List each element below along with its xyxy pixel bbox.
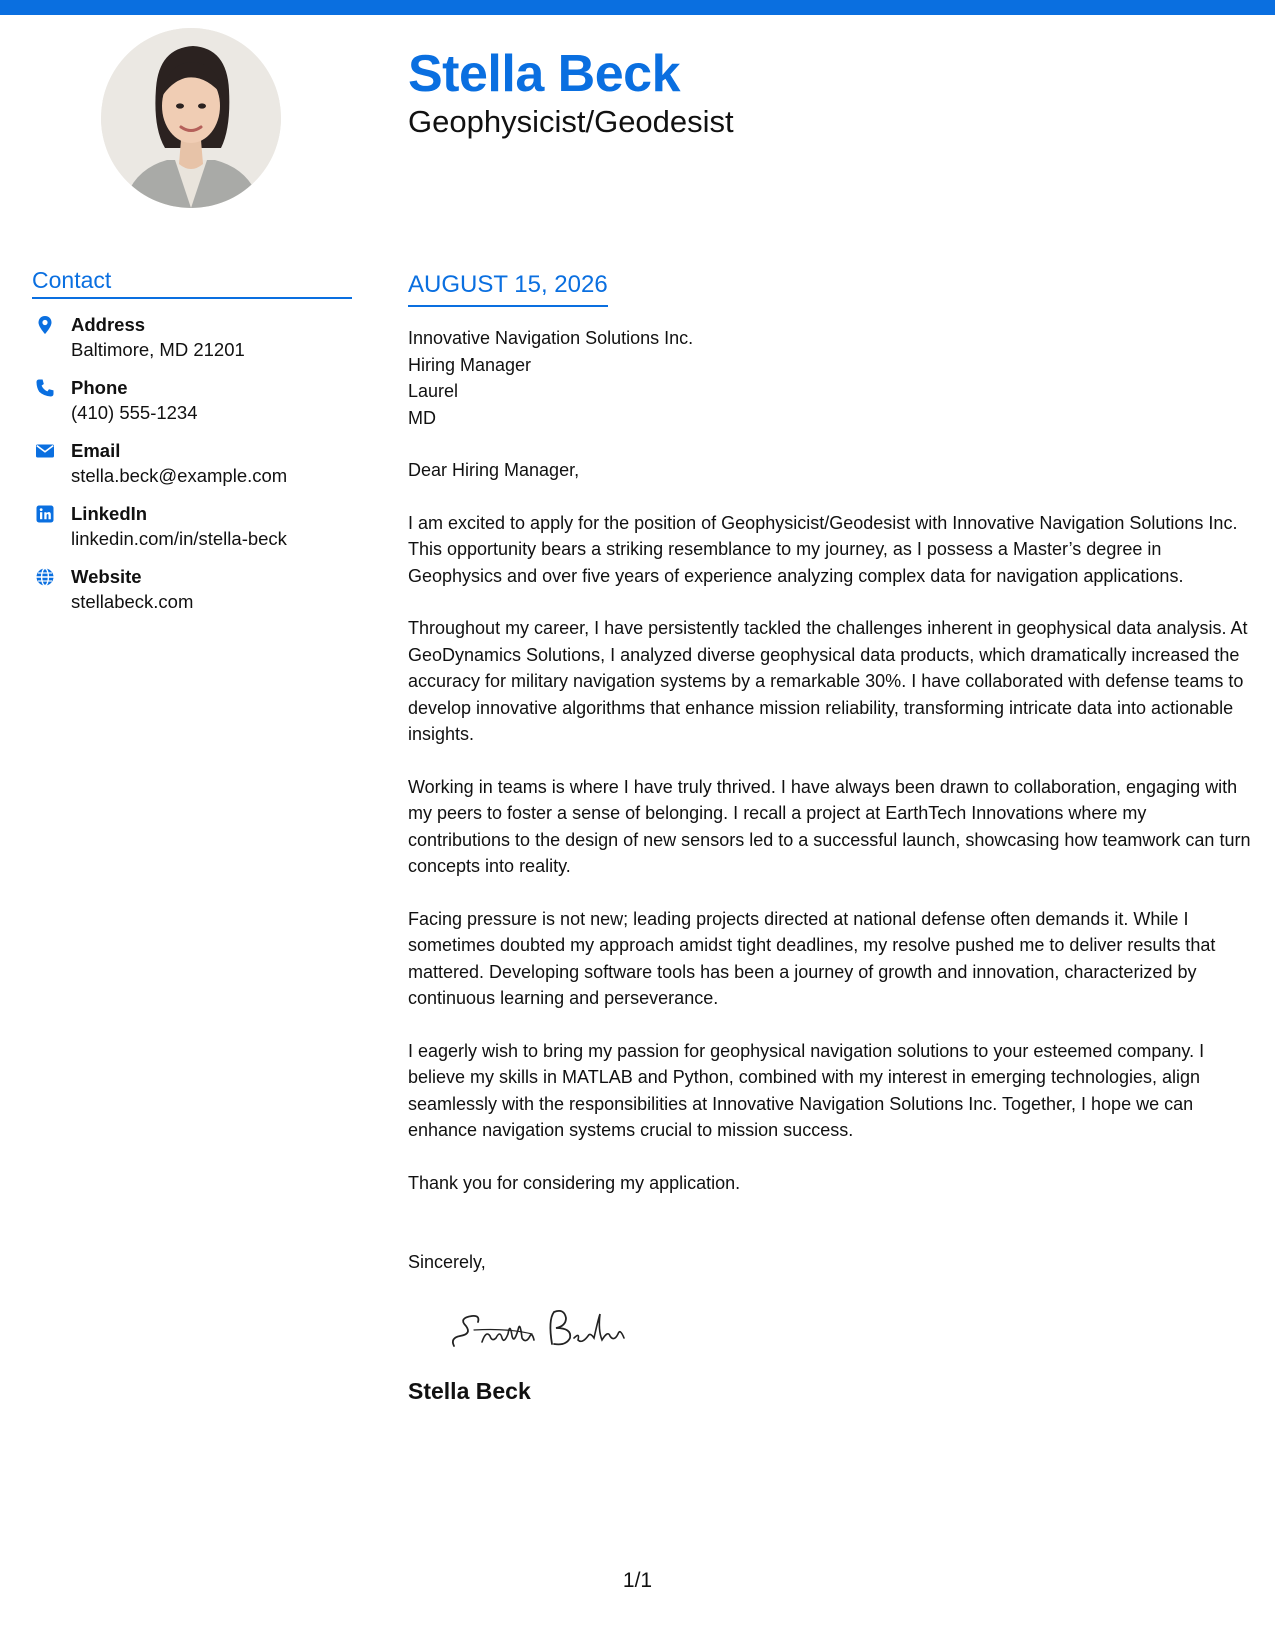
contact-label: Address [71, 314, 146, 335]
recipient-company: Innovative Navigation Solutions Inc. [408, 328, 694, 348]
recipient-state: MD [408, 407, 436, 428]
contact-item-address [32, 313, 352, 364]
linkedin-icon [35, 504, 55, 524]
closing: Sincerely, [408, 1252, 486, 1272]
top-accent-bar [0, 0, 1275, 15]
contact-label: Phone [71, 377, 128, 398]
contact-label: LinkedIn [71, 503, 148, 524]
contact-sidebar [32, 265, 352, 628]
envelope-icon [35, 441, 55, 461]
contact-label: Email [71, 440, 121, 461]
contact-label: Website [71, 566, 142, 587]
email-value[interactable]: stella.beck@example.com [71, 465, 288, 486]
body-paragraph: Working in teams is where I have truly thrived. I have always been drawn to collaboration, engaging with my peers to foster a sense of belonging. I recall a project at EarthTech Innovations where my contributions to the design of new sensors led to a successful launch, showcasing how teamwork can turn concepts into reality. [408, 776, 1251, 876]
contact-item-website [32, 565, 352, 616]
signature-image [448, 1300, 648, 1354]
globe-icon [35, 567, 55, 587]
phone-value: (410) 555-1234 [71, 402, 198, 423]
recipient-role: Hiring Manager [408, 354, 532, 375]
recipient-city: Laurel [408, 381, 459, 401]
map-pin-icon [35, 315, 55, 335]
contact-item-linkedin [32, 502, 352, 553]
phone-icon [35, 378, 55, 398]
contact-item-email [32, 439, 352, 490]
address-value: Baltimore, MD 21201 [71, 339, 245, 360]
salutation: Dear Hiring Manager, [408, 460, 580, 480]
cover-letter [408, 265, 1253, 1406]
body-paragraph: Throughout my career, I have persistently tackled the challenges inherent in geophysical data analysis. At GeoDynamics Solutions, I analyzed diverse geophysical data products, which dramatically increased the accuracy for military navigation systems by a remarkable 30%. I have collaborated with defense teams to develop innovative algorithms that enhance mission reliability, transforming intricate data into actionable insights. [408, 618, 1248, 744]
letter-date: AUGUST 15, 2026 [408, 265, 608, 307]
applicant-name: Stella Beck [408, 45, 680, 103]
contact-item-phone [32, 376, 352, 427]
contact-heading: Contact [32, 265, 352, 299]
profile-photo [101, 28, 281, 208]
website-value[interactable]: stellabeck.com [71, 591, 194, 612]
body-paragraph: I eagerly wish to bring my passion for geophysical navigation solutions to your esteemed company. I believe my skills in MATLAB and Python, combined with my interest in emerging technologies, align seamlessly with the responsibilities at Innovative Navigation Solutions Inc. Together, I hope we can enhance navigation systems crucial to mission success. [408, 1040, 1205, 1140]
thank-you-line: Thank you for considering my application. [408, 1172, 741, 1193]
body-paragraph: Facing pressure is not new; leading projects directed at national defense often demands it. While I sometimes doubted my approach amidst tight deadlines, my resolve pushed me to deliver results that mattered. Developing software tools has been a journey of growth and innovation, characterized by continuous learning and perseverance. [408, 908, 1216, 1008]
job-title: Geophysicist/Geodesist [408, 104, 734, 139]
page-number: 1/1 [622, 1569, 653, 1592]
contact-list [32, 313, 352, 616]
linkedin-value[interactable]: linkedin.com/in/stella-beck [71, 528, 287, 549]
recipient-block [408, 325, 1253, 431]
body-paragraph: I am excited to apply for the position of Geophysicist/Geodesist with Innovative Navigation Solutions Inc. This opportunity bears a striking resemblance to my journey, as I possess a Master’s degree in Geophysics and over five years of experience analyzing complex data for navigation applications. [408, 512, 1238, 586]
signer-name: Stella Beck [408, 1377, 531, 1404]
